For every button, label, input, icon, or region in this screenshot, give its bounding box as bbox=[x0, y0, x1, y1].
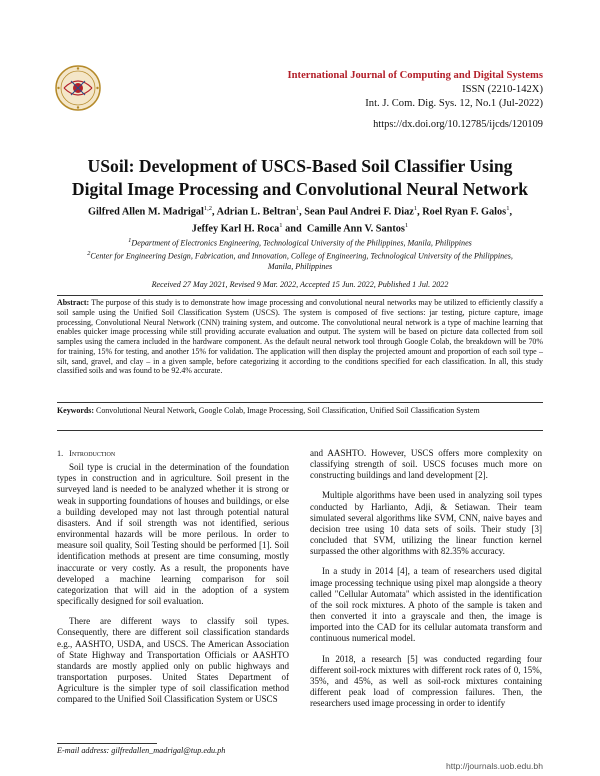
abstract bbox=[57, 298, 543, 376]
abstract-text: The purpose of this study is to demonstrate how image processing and convolutional neural networks may be utilized to efficiently classify a soil sample using the Unified Soil Classification System (USCS). The system is composed of five sections: jar testing, picture capture, image processing, Convolutional Neural Network (CNN) training system, and outcome. The convolutional neural network is a type of machine learning that enables quicker image processing while still providing accurate evaluation and output. The system will be based on picture data collected from soil samples using the camera included in the hardware component. As the default neural network tool through Google Colab, the breakdown will be 70% for training, 15% for testing, and another 15% for validation. The application will then display the projected amount and proportion of each soil type – silt, sand, gravel, and clay – in a given sample, before categorizing it according to the conditions specified for each classification. In all, this study classified soils and was found to be 92.4% accurate. bbox=[57, 298, 543, 376]
affiliation-mark: 2 bbox=[87, 250, 91, 258]
affiliation-mark: 1 bbox=[128, 237, 132, 244]
paragraph: Multiple algorithms have been used in analyzing soil types conducted by Harlianto, Adji, & Setiawan. Their team simulated several algorithms like SVM, CNN, naive bayes and decision tree using 10 data sets of soils. Their study [3] concluded that SVM, utilizing the linear function kernel surpassed the other algorithms with 82.35% accuracy. bbox=[310, 490, 542, 557]
title-line-1: USoil: Development of USCS-Based Soil Classifier Using bbox=[87, 156, 513, 176]
author-name: Gilfred Allen M. Madrigal bbox=[87, 206, 204, 218]
affiliation-2-cont bbox=[60, 262, 540, 273]
journal-name: International Journal of Computing and Digital Systems bbox=[287, 70, 543, 81]
left-column bbox=[57, 448, 289, 714]
paragraph: In 2018, a research [5] was conducted regarding four different soil-rock mixtures with different rock rates of 0, 15%, 35%, and 45%, as well as soil-rock mixtures containing different peak load of compression failures. Then, the researchers used image processing in order to identify bbox=[310, 653, 542, 709]
issn: ISSN (2210-142X) bbox=[462, 84, 543, 95]
affiliation-text: Center for Engineering Design, Fabrication, and Innovation, College of Engineering, Technological University of the Philippines, bbox=[90, 251, 513, 261]
paragraph: There are different ways to classify soil types. Consequently, there are different soil classification standards e.g., AASHTO, USDA, and USCS. The American Association of State Highway and Transportation Officials or AASHTO standards are mostly applied only on public highways and transportation purposes. United States Department of Agriculture is the simpler type of soil classification method compared to the Unified Soil Classification System or USCS bbox=[57, 616, 289, 705]
author-affiliation-mark: 1 bbox=[413, 205, 418, 212]
author-affiliation-mark: 1 bbox=[404, 221, 409, 229]
section-number: 1. bbox=[57, 449, 64, 458]
author-separator: and bbox=[282, 223, 305, 235]
affiliations bbox=[60, 236, 540, 273]
paper-title bbox=[40, 155, 560, 201]
paragraph: In a study in 2014 [4], a team of researchers used digital image processing technique using pixel map alongside a theory called "Cellular Automata" which assisted in the identification of the soil rock mixtures. A photo of the sample is taken and then converted it into a grayscale and then, the image is imported into the CAD for its cellular automata transform and continuous numerical model. bbox=[310, 566, 542, 644]
author-name: Sean Paul Andrei F. Diaz bbox=[304, 206, 414, 218]
keywords-label: Keywords: bbox=[57, 406, 95, 415]
affiliation-text: Department of Electronics Engineering, Technological University of the Philippines, Manila, Philippines bbox=[131, 238, 472, 248]
section-heading bbox=[57, 448, 289, 459]
affiliation-2 bbox=[60, 249, 540, 262]
divider bbox=[57, 295, 543, 296]
divider bbox=[57, 402, 543, 403]
author-name: Camille Ann V. Santos bbox=[306, 223, 405, 235]
author-affiliation-mark: 1,2 bbox=[203, 205, 213, 212]
author-separator: , bbox=[212, 206, 217, 218]
author-separator: , bbox=[417, 206, 423, 218]
journal-citation: Int. J. Com. Dig. Sys. 12, No.1 (Jul-2022) bbox=[365, 98, 543, 109]
journal-header bbox=[288, 69, 543, 111]
author-name: Adrian L. Beltran bbox=[216, 206, 296, 218]
divider bbox=[57, 430, 543, 431]
journal-logo bbox=[54, 64, 102, 112]
right-column bbox=[310, 448, 542, 718]
author-affiliation-mark: 1 bbox=[506, 205, 510, 212]
journal-url[interactable]: http://journals.uob.edu.bh bbox=[446, 761, 543, 771]
footnote-divider bbox=[57, 743, 157, 744]
author-name: Roel Ryan F. Galos bbox=[422, 206, 507, 218]
author-separator: , bbox=[509, 206, 513, 218]
section-title: Introduction bbox=[69, 449, 116, 458]
author-email[interactable]: E-mail address: gilfredallen_madrigal@tup.edu.ph bbox=[57, 746, 226, 755]
title-line-2: Digital Image Processing and Convolutional Neural Network bbox=[71, 179, 529, 199]
author-separator: , bbox=[299, 206, 305, 218]
abstract-label: Abstract: bbox=[57, 298, 90, 307]
affiliation-1 bbox=[60, 236, 540, 249]
keywords bbox=[57, 406, 543, 416]
publication-dates: Received 27 May 2021, Revised 9 Mar. 2022, Accepted 15 Jun. 2022, Published 1 Jul. 2022 bbox=[151, 280, 449, 289]
author-name: Jeffey Karl H. Roca bbox=[191, 223, 280, 235]
paragraph: Soil type is crucial in the determination of the foundation types in construction and in agriculture. Soil present in the surveyed land is needed to be analyzed whether it is strong or weak in supporting foundations of houses and buildings, or else a building developed may not last through potential natural disasters. And if soil strength was not identified, serious environmental hazards will be more perilous. In order to measure soil quality, Soil Testing should be performed [1]. Soil identification methods at present are time consuming, mostly inaccurate or very costly. As a result, the proponents have developed a machine learning comparison for soil categorization that will aid in the adoption of a system specifically designed for soil evaluation. bbox=[57, 462, 289, 607]
affiliation-text: Manila, Philippines bbox=[267, 262, 333, 272]
author-affiliation-mark: 1 bbox=[279, 221, 283, 229]
author-list bbox=[40, 202, 560, 236]
keywords-text: Convolutional Neural Network, Google Colab, Image Processing, Soil Classification, Unified Soil Classification System bbox=[96, 406, 480, 415]
paragraph: and AASHTO. However, USCS offers more complexity on classifying strength of soil. USCS focuses much more on constructing buildings and land development [2]. bbox=[310, 448, 542, 481]
doi-link[interactable]: https://dx.doi.org/10.12785/ijcds/120109 bbox=[373, 119, 543, 130]
author-affiliation-mark: 1 bbox=[295, 205, 300, 212]
